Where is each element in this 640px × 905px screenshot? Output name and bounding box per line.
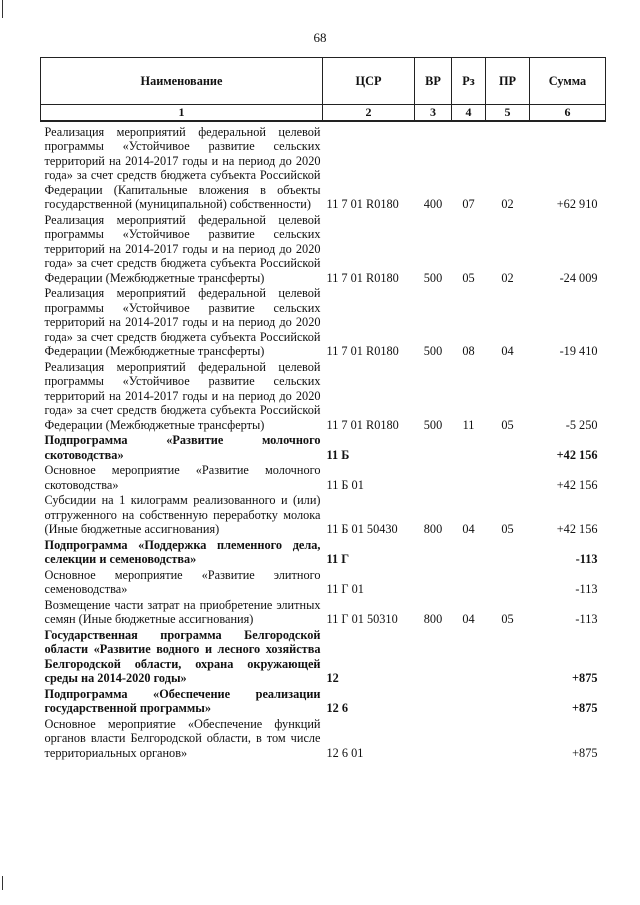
column-number: 4 xyxy=(452,105,486,121)
row-rz xyxy=(452,687,486,717)
row-rz xyxy=(452,628,486,687)
row-sum: +42 156 xyxy=(556,477,598,492)
row-name: Основное мероприятие «Развитие элитного семеноводства» xyxy=(44,567,321,596)
row-pr xyxy=(486,687,530,717)
column-number: 1 xyxy=(41,105,323,121)
budget-table xyxy=(40,57,606,761)
row-csr: 12 6 xyxy=(326,701,349,715)
row-csr: 11 7 01 R0180 xyxy=(326,270,399,285)
column-number: 2 xyxy=(323,105,415,121)
row-rz: 11 xyxy=(462,417,475,432)
table-body xyxy=(41,121,606,762)
row-name: Реализация мероприятий федеральной целевой программы «Устойчивое развитие сельских территорий на 2014-2017 годы и на период до 2020 года» за счет средств бюджета субъекта Российской Федерации (Межбюджетные трансферты) xyxy=(44,286,321,358)
row-pr: 04 xyxy=(501,344,514,358)
row-pr xyxy=(486,717,530,762)
table-row xyxy=(41,538,606,568)
row-rz xyxy=(452,538,486,568)
row-pr: 05 xyxy=(501,522,514,536)
margin-mark xyxy=(2,0,3,18)
row-vr: 500 xyxy=(423,344,443,358)
row-vr: 500 xyxy=(423,270,443,285)
row-sum: -19 410 xyxy=(559,344,598,358)
row-sum: +42 156 xyxy=(556,522,598,536)
row-rz: 07 xyxy=(462,197,475,211)
row-csr: 11 Б 01 50430 xyxy=(326,522,398,536)
row-name: Основное мероприятие «Развитие молочного скотоводства» xyxy=(44,463,321,492)
row-vr: 800 xyxy=(423,612,443,626)
row-name: Реализация мероприятий федеральной целевой программы «Устойчивое развитие сельских территорий на 2014-2017 годы и на период до 2020 года» за счет средств бюджета субъекта Российской Федерации (Межбюджетные трансферты) xyxy=(44,359,321,432)
row-sum: -24 009 xyxy=(559,270,598,285)
margin-mark xyxy=(2,876,3,890)
row-csr: 11 Г 01 50310 xyxy=(326,612,398,626)
row-csr: 11 7 01 R0180 xyxy=(326,344,399,358)
row-name: Субсидии на 1 килограмм реализованного и (или) отгруженного на собственную переработку молока (Иные бюджетные ассигнования) xyxy=(44,493,321,536)
row-sum: +42 156 xyxy=(556,447,598,462)
row-sum: +875 xyxy=(572,671,598,685)
table-row xyxy=(41,463,606,493)
row-csr: 11 7 01 R0180 xyxy=(326,197,399,211)
table-row xyxy=(41,717,606,762)
header-sum: Сумма xyxy=(530,58,606,105)
row-sum: +62 910 xyxy=(556,197,598,211)
row-vr xyxy=(415,687,452,717)
row-name: Подпрограмма «Развитие молочного скотоводства» xyxy=(44,433,321,462)
table-row xyxy=(41,121,606,213)
header-csr: ЦСР xyxy=(323,58,415,105)
row-pr xyxy=(486,433,530,463)
row-sum: -5 250 xyxy=(565,417,598,432)
row-pr: 02 xyxy=(501,270,514,285)
row-rz xyxy=(452,717,486,762)
row-csr: 11 Г 01 xyxy=(326,582,364,596)
row-csr: 11 Б xyxy=(326,447,350,462)
row-name: Основное мероприятие «Обеспечение функций органов власти Белгородской области, в том числе территориальных органов» xyxy=(44,716,321,760)
row-rz xyxy=(452,463,486,493)
header-vr: ВР xyxy=(415,58,452,105)
row-pr xyxy=(486,463,530,493)
header-name: Наименование xyxy=(41,58,323,105)
table-row xyxy=(41,433,606,463)
row-rz xyxy=(452,568,486,598)
table-header-row xyxy=(41,58,606,105)
row-csr: 11 Г xyxy=(326,552,350,566)
page-number: 68 xyxy=(313,30,327,45)
table-row xyxy=(41,687,606,717)
row-pr: 02 xyxy=(501,197,514,211)
row-csr: 11 Б 01 xyxy=(326,477,364,492)
row-vr xyxy=(415,628,452,687)
row-pr: 05 xyxy=(501,417,514,432)
row-sum: +875 xyxy=(572,745,598,760)
table-row xyxy=(41,493,606,538)
table-row xyxy=(41,568,606,598)
row-name: Подпрограмма «Поддержка племенного дела, селекции и семеноводства» xyxy=(44,537,321,566)
row-rz xyxy=(452,433,486,463)
row-rz: 04 xyxy=(462,522,475,536)
row-rz: 04 xyxy=(462,612,475,626)
column-number: 5 xyxy=(486,105,530,121)
row-name: Подпрограмма «Обеспечение реализации государственной программы» xyxy=(44,686,321,715)
table-row xyxy=(41,286,606,360)
table-row xyxy=(41,360,606,434)
row-vr: 800 xyxy=(423,522,443,536)
table-row xyxy=(41,628,606,687)
table-row xyxy=(41,598,606,628)
row-vr xyxy=(415,538,452,568)
row-sum: -113 xyxy=(575,552,598,566)
row-vr xyxy=(415,463,452,493)
header-rz: Рз xyxy=(452,58,486,105)
row-sum: -113 xyxy=(575,582,598,596)
row-vr: 500 xyxy=(423,417,443,432)
row-name: Государственная программа Белгородской области «Развитие водного и лесного хозяйства Белгородской области, охрана окружающей среды на 2014-2020 годы» xyxy=(44,627,321,685)
row-vr xyxy=(415,568,452,598)
row-pr xyxy=(486,538,530,568)
column-number-row xyxy=(41,105,606,121)
column-number: 3 xyxy=(415,105,452,121)
row-pr: 05 xyxy=(501,612,514,626)
table-row xyxy=(41,213,606,287)
row-csr: 12 6 01 xyxy=(326,745,364,760)
row-sum: -113 xyxy=(575,612,598,626)
row-vr xyxy=(415,433,452,463)
row-csr: 11 7 01 R0180 xyxy=(326,417,399,432)
row-csr: 12 xyxy=(326,671,339,685)
row-sum: +875 xyxy=(572,701,598,715)
row-name: Возмещение части затрат на приобретение элитных семян (Иные бюджетные ассигнования) xyxy=(44,597,321,626)
row-vr: 400 xyxy=(423,197,443,211)
row-pr xyxy=(486,628,530,687)
row-vr xyxy=(415,717,452,762)
row-name: Реализация мероприятий федеральной целевой программы «Устойчивое развитие сельских территорий на 2014-2017 годы и на период до 2020 года» за счет средств бюджета субъекта Российской Федерации (Капитальные вложения в объекты государственной (муниципальной) собственности) xyxy=(44,124,321,211)
column-number: 6 xyxy=(530,105,606,121)
row-pr xyxy=(486,568,530,598)
row-rz: 05 xyxy=(462,270,475,285)
row-name: Реализация мероприятий федеральной целевой программы «Устойчивое развитие сельских территорий на 2014-2017 годы и на период до 2020 года» за счет средств бюджета субъекта Российской Федерации (Межбюджетные трансферты) xyxy=(44,212,321,285)
header-pr: ПР xyxy=(486,58,530,105)
row-rz: 08 xyxy=(462,344,475,358)
